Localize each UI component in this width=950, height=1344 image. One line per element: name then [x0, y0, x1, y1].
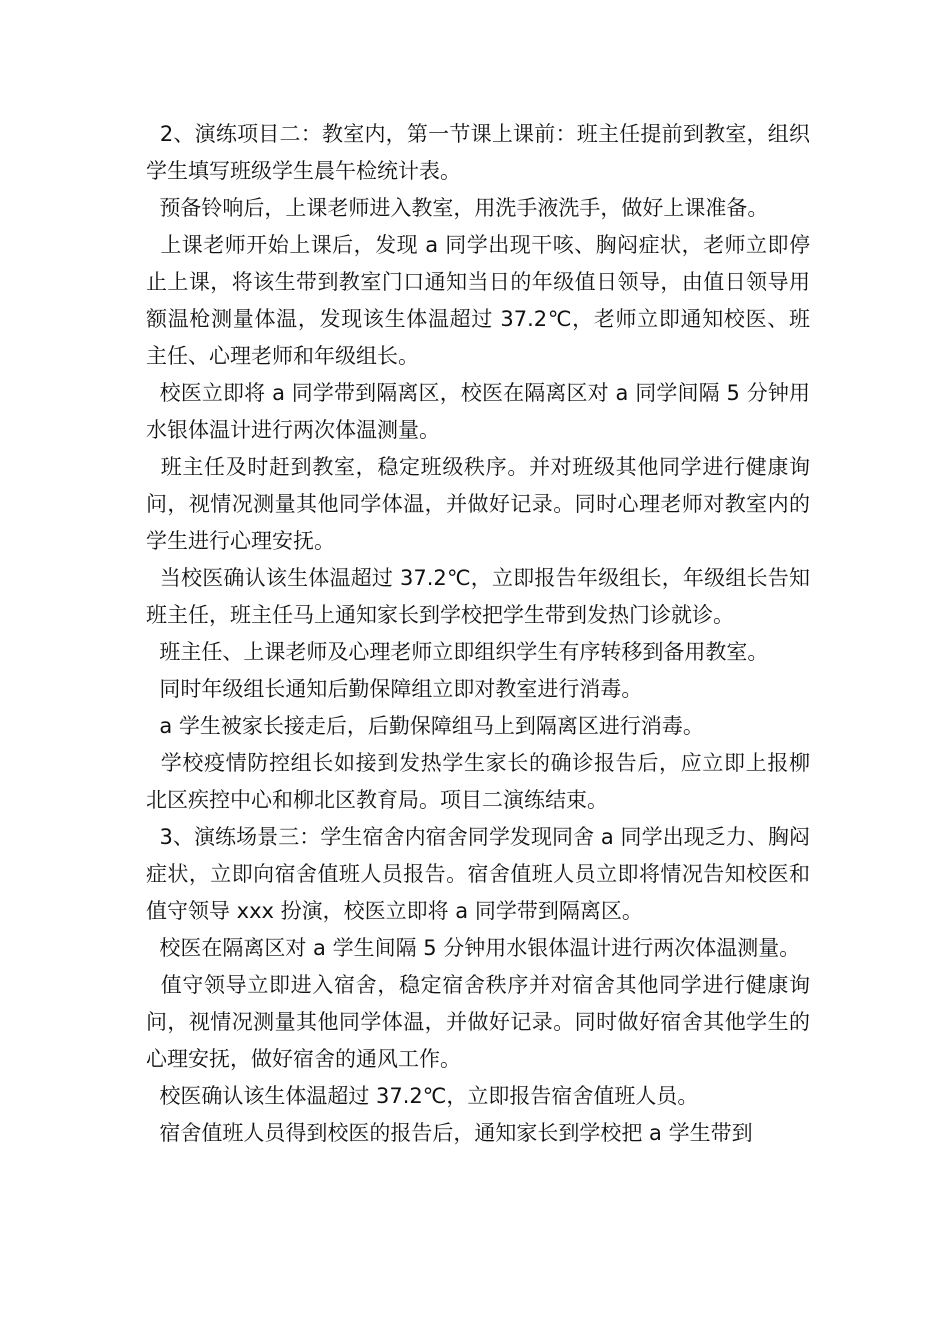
- paragraph: 班主任及时赶到教室，稳定班级秩序。并对班级其他同学进行健康询问，视情况测量其他同学体温，并做好记录。同时心理老师对教室内的学生进行心理安抚。: [146, 455, 810, 553]
- paragraph: 宿舍值班人员得到校医的报告后，通知家长到学校把 a 学生带到: [146, 1121, 753, 1145]
- paragraph: 学校疫情防控组长如接到发热学生家长的确诊报告后，应立即上报柳北区疾控中心和柳北区教育局。项目二演练结束。: [146, 751, 810, 812]
- paragraph: 当校医确认该生体温超过 37.2℃，立即报告年级组长，年级组长告知班主任，班主任马上通知家长到学校把学生带到发热门诊就诊。: [146, 566, 810, 627]
- paragraph: 班主任、上课老师及心理老师立即组织学生有序转移到备用教室。: [146, 640, 769, 664]
- paragraph: 校医在隔离区对 a 学生间隔 5 分钟用水银体温计进行两次体温测量。: [146, 936, 801, 960]
- paragraph: a 学生被家长接走后，后勤保障组马上到隔离区进行消毒。: [146, 714, 704, 738]
- paragraph: 同时年级组长通知后勤保障组立即对教室进行消毒。: [146, 677, 643, 701]
- paragraph: 校医立即将 a 同学带到隔离区，校医在隔离区对 a 同学间隔 5 分钟用水银体温计进行两次体温测量。: [146, 381, 810, 442]
- document-body: [146, 116, 810, 1152]
- paragraph: 预备铃响后，上课老师进入教室，用洗手液洗手，做好上课准备。: [146, 196, 769, 220]
- paragraph: 校医确认该生体温超过 37.2℃，立即报告宿舍值班人员。: [146, 1084, 699, 1108]
- paragraph: 3、演练场景三：学生宿舍内宿舍同学发现同舍 a 同学出现乏力、胸闷症状，立即向宿舍值班人员报告。宿舍值班人员立即将情况告知校医和值守领导 xxx 扮演，校医立即将 a 同学带到隔离区。: [146, 825, 810, 923]
- paragraph: 值守领导立即进入宿舍，稳定宿舍秩序并对宿舍其他同学进行健康询问，视情况测量其他同学体温，并做好记录。同时做好宿舍其他学生的心理安抚，做好宿舍的通风工作。: [146, 973, 810, 1071]
- paragraph: 上课老师开始上课后，发现 a 同学出现干咳、胸闷症状，老师立即停止上课，将该生带到教室门口通知当日的年级值日领导，由值日领导用额温枪测量体温，发现该生体温超过 37.2℃，老师立即通知校医、班主任、心理老师和年级组长。: [146, 233, 811, 368]
- paragraph: 2、演练项目二：教室内，第一节课上课前：班主任提前到教室，组织学生填写班级学生晨午检统计表。: [146, 122, 810, 183]
